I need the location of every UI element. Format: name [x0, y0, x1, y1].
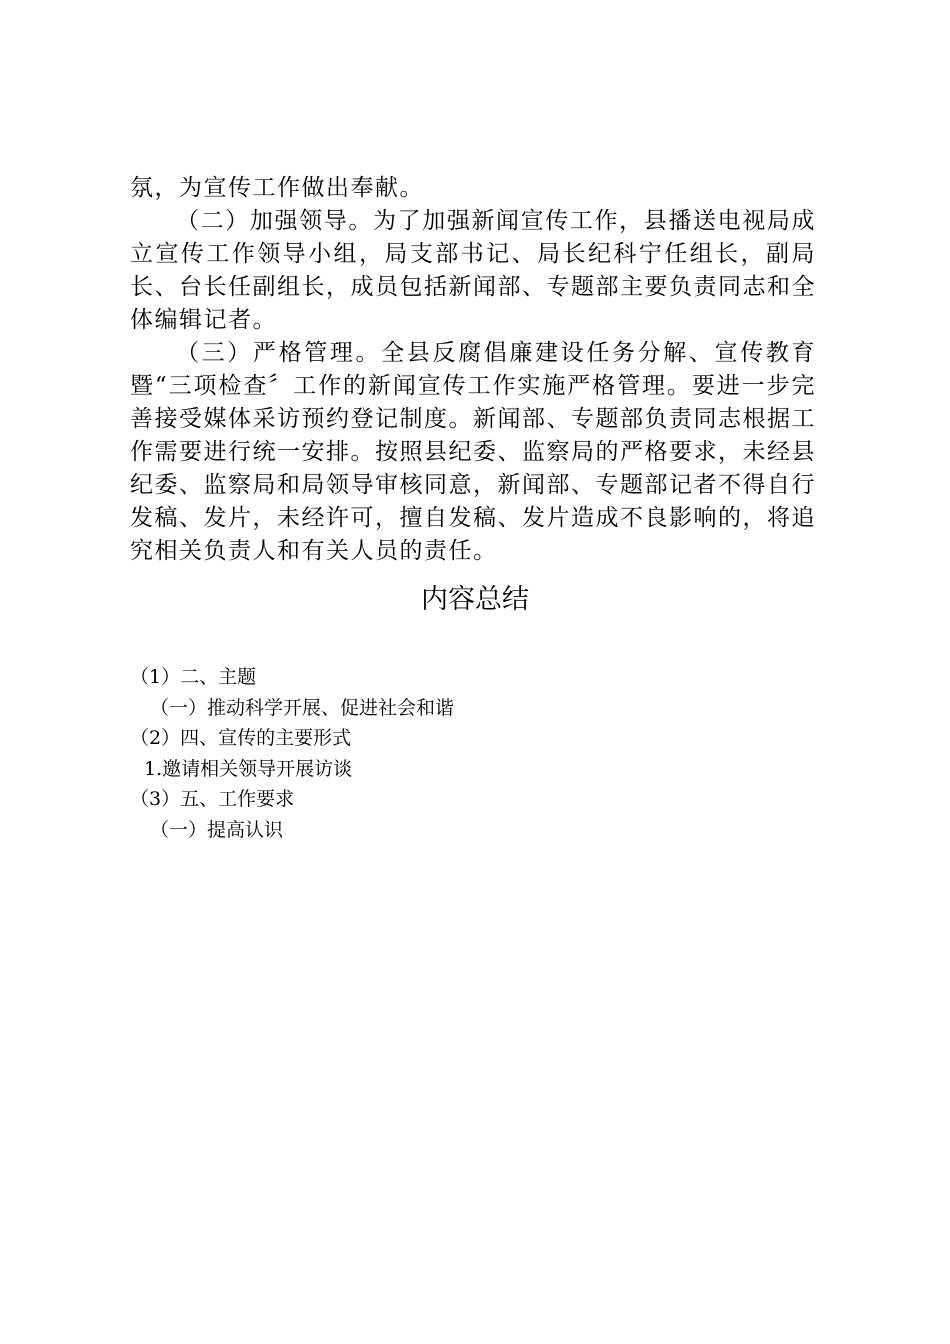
- summary-item: （2）四、宣传的主要形式: [130, 727, 352, 749]
- paragraph-strict-management: （三）严格管理。全县反腐倡廉建设任务分解、宣传教育暨“三项检查〞工作的新闻宣传工作实施严格管理。要进一步完善接受媒体采访预约登记制度。新闻部、专题部负责同志根据工作需要进行统一安排。按照县纪委、监察局的严格要求，未经县纪委、监察局和局领导审核同意，新闻部、专题部记者不得自行发稿、发片，未经许可，擅自发稿、发片造成不良影响的，将追究相关负责人和有关人员的责任。: [130, 340, 816, 564]
- paragraph-closing-line: 氛，为宣传工作做出奉献。: [130, 175, 424, 201]
- summary-item: 1.邀请相关领导开展访谈: [144, 757, 353, 780]
- summary-item: （1）二、主题: [130, 666, 257, 688]
- summary-item: （一）推动科学开展、促进社会和谐: [150, 696, 455, 719]
- body-text: [130, 172, 816, 568]
- paragraph-strengthen-leadership: （二）加强领导。为了加强新闻宣传工作，县播送电视局成立宣传工作领导小组，局支部书记、局长纪科宁任组长，副局长、台长任副组长，成员包括新闻部、专题部主要负责同志和全体编辑记者。: [130, 208, 816, 333]
- summary-item: （一）提高认识: [150, 818, 284, 841]
- summary-item: （3）五、工作要求: [130, 788, 295, 810]
- summary-list: [130, 662, 816, 845]
- summary-title: 内容总结: [421, 584, 529, 615]
